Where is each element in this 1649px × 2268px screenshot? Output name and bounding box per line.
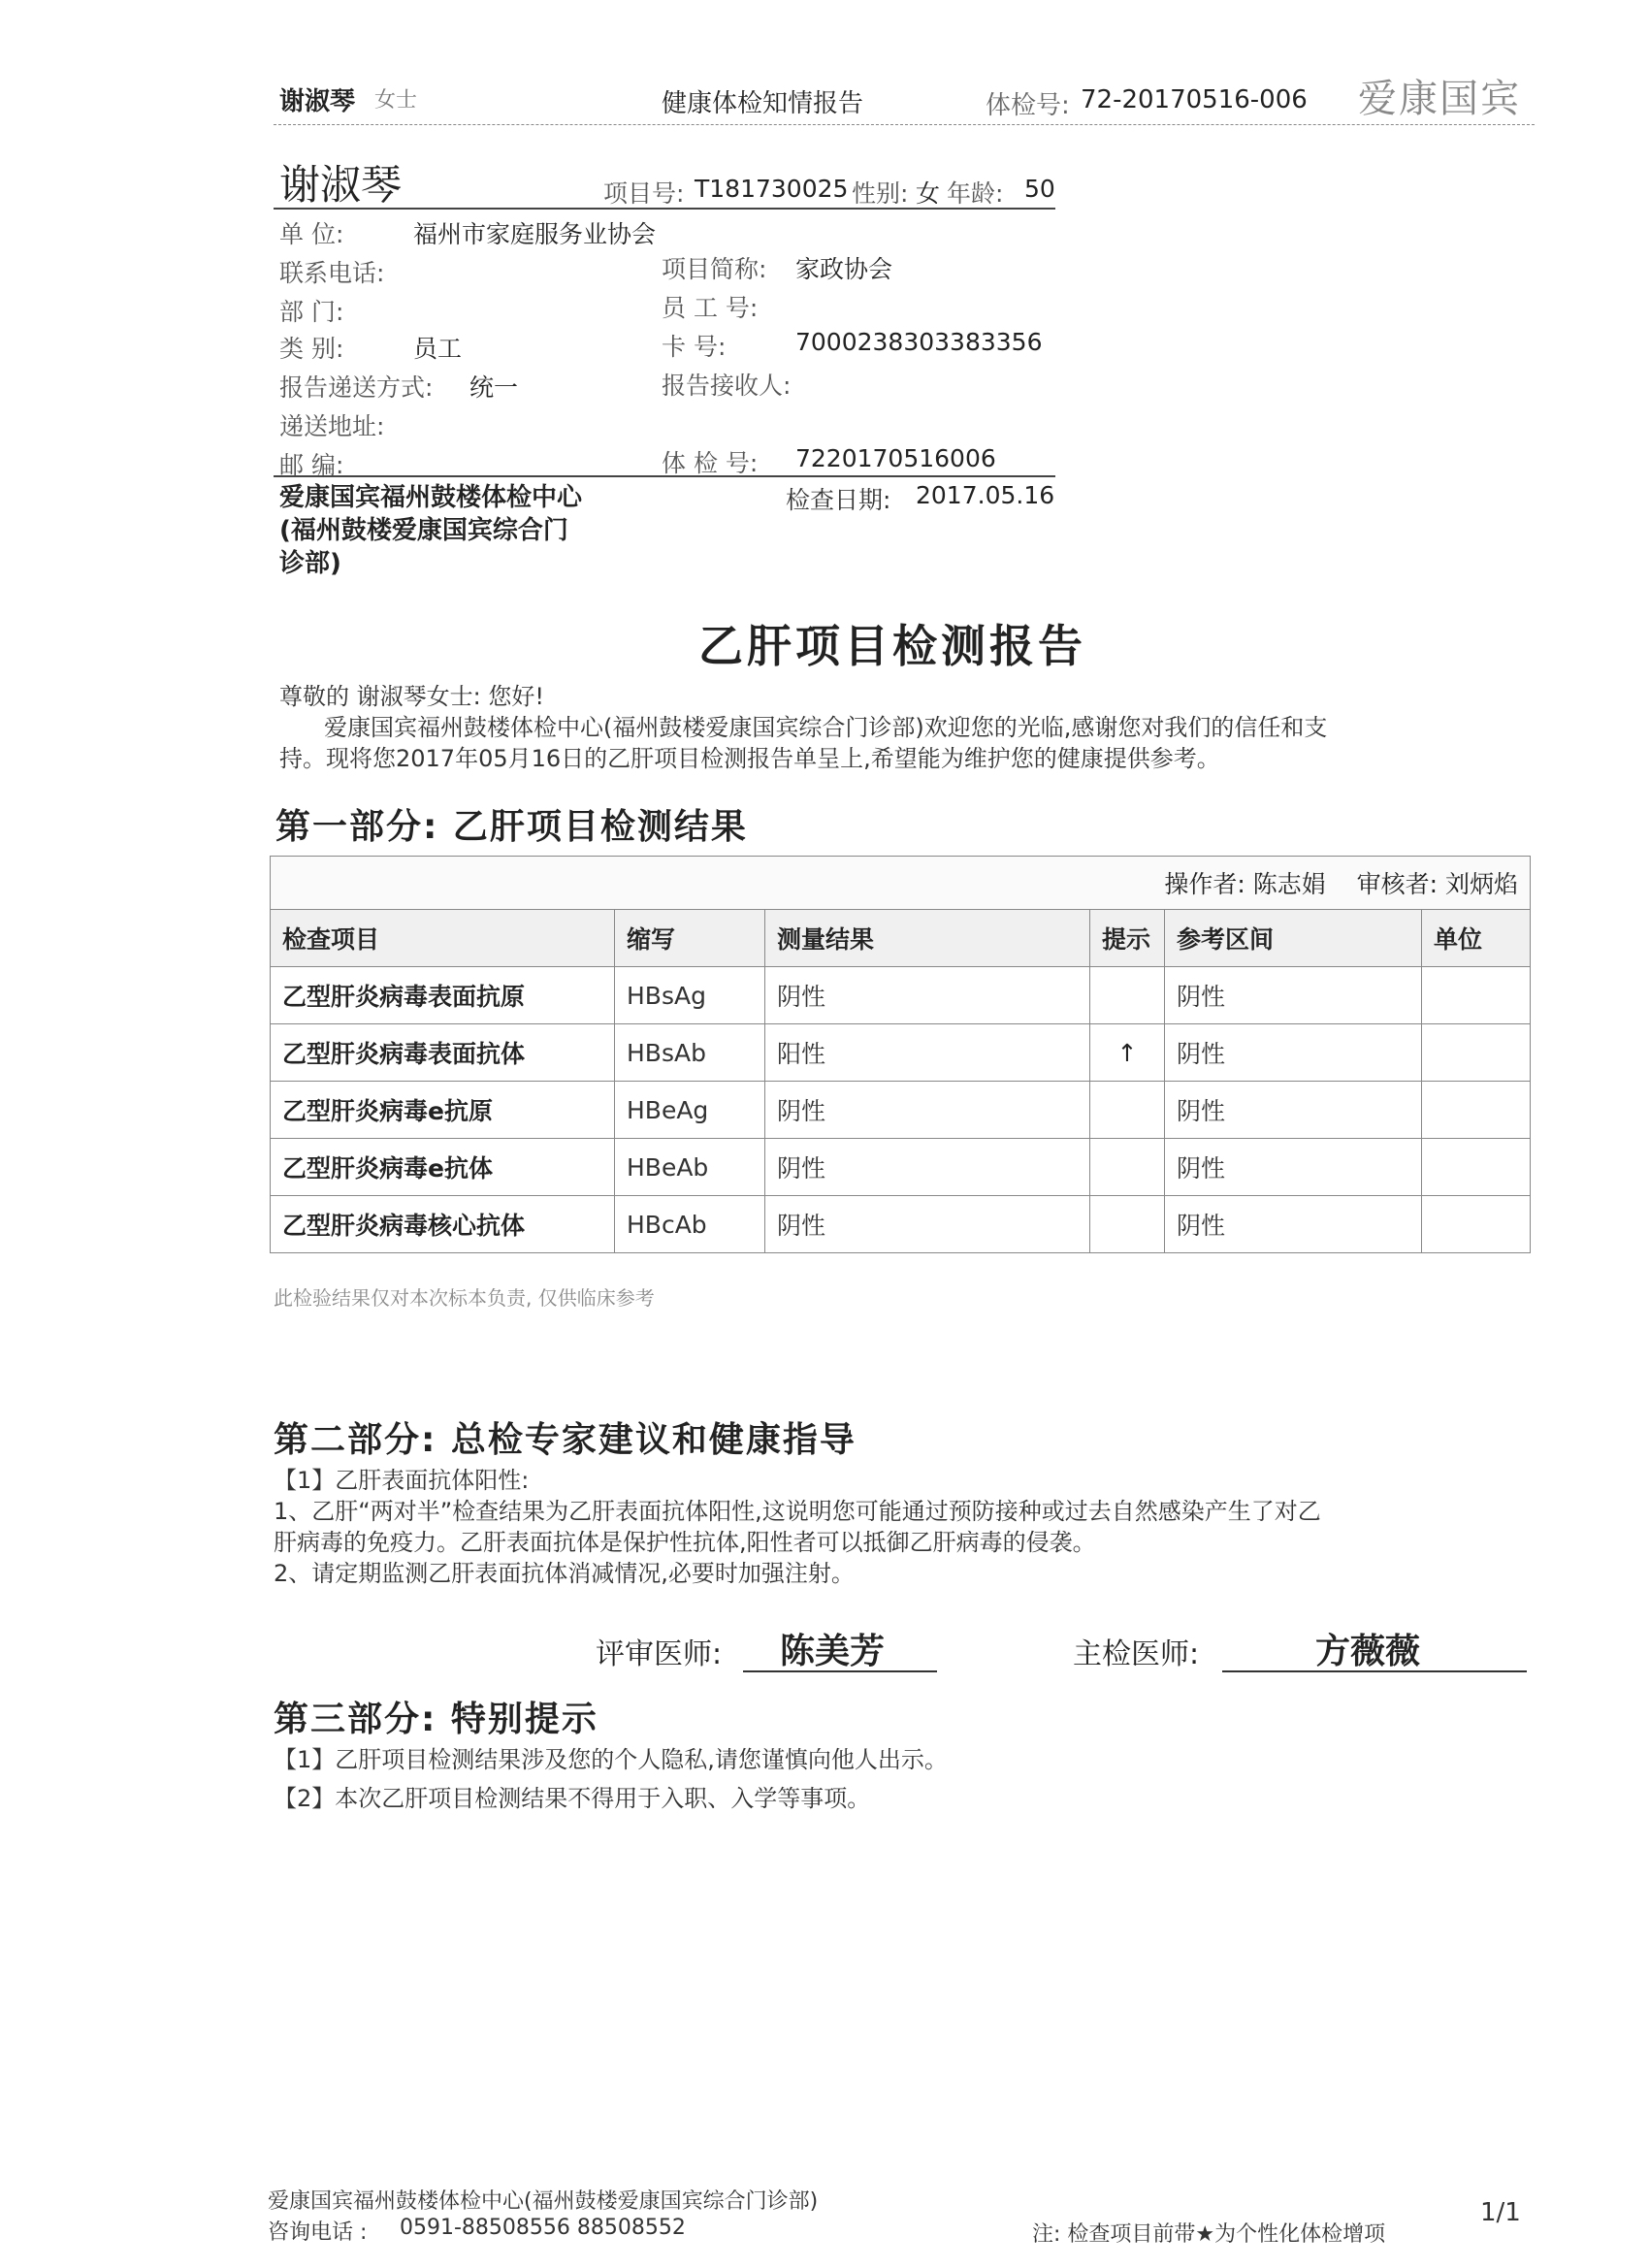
row-ref: 阴性 — [1165, 1139, 1422, 1196]
row-result: 阴性 — [765, 967, 1090, 1024]
table-header-row — [271, 910, 1531, 967]
col-header-result: 测量结果 — [765, 910, 1090, 967]
info-address-label: 递送地址: — [279, 412, 385, 440]
operator-row — [271, 857, 1531, 910]
row-unit — [1422, 1196, 1531, 1253]
center-line1: 爱康国宾福州鼓楼体检中心 — [279, 483, 583, 512]
row-abbr: HBcAb — [615, 1196, 765, 1253]
row-abbr: HBeAg — [615, 1082, 765, 1139]
results-table — [270, 856, 1531, 1253]
center-line3: 诊部) — [279, 549, 341, 578]
info-project-abbr-label: 项目简称: — [662, 255, 767, 283]
row-unit — [1422, 1139, 1531, 1196]
info-exam-no2: 7220170516006 — [795, 444, 996, 472]
table-row — [271, 1196, 1531, 1253]
row-unit — [1422, 1024, 1531, 1082]
row-ref: 阴性 — [1165, 1082, 1422, 1139]
row-item: 乙型肝炎病毒表面抗原 — [271, 967, 615, 1024]
info-top-rule — [274, 208, 1055, 210]
part2-line1: 1、乙肝“两对半”检查结果为乙肝表面抗体阳性,这说明您可能通过预防接种或过去自然感染产生了对乙 — [274, 1498, 1321, 1525]
report-title: 乙肝项目检测报告 — [698, 620, 1086, 672]
row-item: 乙型肝炎病毒e抗原 — [271, 1082, 615, 1139]
brand-logo: 爱康国宾 — [1358, 77, 1521, 121]
reviewer-signature-line — [743, 1670, 937, 1672]
row-ref: 阴性 — [1165, 1024, 1422, 1082]
part3-item2: 【2】本次乙肝项目检测结果不得用于入职、入学等事项。 — [274, 1785, 871, 1812]
info-age: 50 — [1024, 175, 1055, 203]
footer-phone: 0591-88508556 88508552 — [400, 2216, 686, 2240]
info-big-name: 谢淑琴 — [279, 161, 403, 209]
row-hint — [1090, 967, 1165, 1024]
info-type-label: 类 别: — [279, 335, 344, 363]
footer-note: 注: 检查项目前带★为个性化体检增项 — [1032, 2222, 1386, 2247]
header-exam-no: 72-20170516-006 — [1081, 85, 1308, 114]
info-phone-label: 联系电话: — [279, 259, 385, 287]
row-hint-up-arrow-icon: ↑ — [1090, 1024, 1165, 1082]
report-greeting: 尊敬的 谢淑琴女士: 您好! — [279, 683, 544, 710]
row-abbr: HBeAb — [615, 1139, 765, 1196]
info-employee-no-label: 员 工 号: — [662, 294, 759, 322]
part2-heading: 第二部分: 总检专家建议和健康指导 — [274, 1420, 857, 1460]
info-postcode-label: 邮 编: — [279, 451, 344, 479]
row-unit — [1422, 967, 1531, 1024]
row-hint — [1090, 1196, 1165, 1253]
chief-signature-line — [1222, 1670, 1527, 1672]
operator-label: 操作者: — [1164, 870, 1245, 898]
reviewer-label: 审核者: — [1356, 870, 1439, 898]
info-gender: 女 — [916, 179, 941, 208]
info-project-no: T181730025 — [695, 175, 849, 203]
row-result: 阴性 — [765, 1196, 1090, 1253]
table-row — [271, 967, 1531, 1024]
info-receiver-label: 报告接收人: — [662, 372, 792, 400]
center-name-block — [279, 481, 582, 580]
info-project-abbr: 家政协会 — [795, 255, 893, 283]
row-result: 阳性 — [765, 1024, 1090, 1082]
report-intro-line2: 持。现将您2017年05月16日的乙肝项目检测报告单呈上,希望能为维护您的健康提供参考。 — [279, 745, 1220, 772]
row-result: 阴性 — [765, 1139, 1090, 1196]
col-header-ref: 参考区间 — [1165, 910, 1422, 967]
operator-name: 陈志娟 — [1252, 870, 1326, 898]
part2-line3: 2、请定期监测乙肝表面抗体消减情况,必要时加强注射。 — [274, 1560, 855, 1587]
row-abbr: HBsAg — [615, 967, 765, 1024]
info-card-label: 卡 号: — [662, 333, 727, 361]
part1-note: 此检验结果仅对本次标本负责, 仅供临床参考 — [274, 1286, 655, 1310]
row-item: 乙型肝炎病毒e抗体 — [271, 1139, 615, 1196]
info-exam-date: 2017.05.16 — [916, 481, 1055, 509]
part2-item-title: 【1】乙肝表面抗体阳性: — [274, 1467, 530, 1494]
center-line2: (福州鼓楼爱康国宾综合门 — [279, 516, 568, 545]
chief-doctor-label: 主检医师: — [1073, 1637, 1200, 1671]
report-intro-line1: 爱康国宾福州鼓楼体检中心(福州鼓楼爱康国宾综合门诊部)欢迎您的光临,感谢您对我们的信任和支 — [324, 714, 1328, 741]
col-header-item: 检查项目 — [271, 910, 615, 967]
table-row — [271, 1082, 1531, 1139]
info-card: 7000238303383356 — [795, 328, 1043, 356]
footer-center: 爱康国宾福州鼓楼体检中心(福州鼓楼爱康国宾综合门诊部) — [268, 2189, 819, 2214]
row-hint — [1090, 1139, 1165, 1196]
header-salutation: 女士 — [374, 88, 418, 113]
operator-cell — [271, 857, 1531, 910]
row-ref: 阴性 — [1165, 967, 1422, 1024]
row-item: 乙型肝炎病毒表面抗体 — [271, 1024, 615, 1082]
part1-heading: 第一部分: 乙肝项目检测结果 — [275, 807, 748, 847]
row-item: 乙型肝炎病毒核心抗体 — [271, 1196, 615, 1253]
row-hint — [1090, 1082, 1165, 1139]
info-delivery: 统一 — [469, 373, 519, 402]
header-exam-no-label: 体检号: — [986, 91, 1070, 120]
part2-line2: 肝病毒的免疫力。乙肝表面抗体是保护性抗体,阳性者可以抵御乙肝病毒的侵袭。 — [274, 1529, 1096, 1556]
header-doc-title: 健康体检知情报告 — [662, 89, 864, 118]
info-type: 员工 — [413, 335, 463, 363]
reviewer-doctor-label: 评审医师: — [596, 1637, 723, 1671]
table-row — [271, 1024, 1531, 1082]
row-result: 阴性 — [765, 1082, 1090, 1139]
reviewer-doctor-signature: 陈美芳 — [780, 1631, 886, 1671]
info-unit: 福州市家庭服务业协会 — [413, 220, 657, 248]
footer-page-number: 1/1 — [1480, 2198, 1521, 2227]
part3-item1: 【1】乙肝项目检测结果涉及您的个人隐私,请您谨慎向他人出示。 — [274, 1746, 948, 1773]
chief-doctor-signature: 方薇薇 — [1315, 1631, 1421, 1671]
info-exam-no2-label: 体 检 号: — [662, 449, 759, 477]
col-header-abbr: 缩写 — [615, 910, 765, 967]
info-project-no-label: 项目号: — [603, 179, 685, 208]
col-header-unit: 单位 — [1422, 910, 1531, 967]
table-row — [271, 1139, 1531, 1196]
header-patient-name: 谢淑琴 — [279, 87, 356, 116]
row-unit — [1422, 1082, 1531, 1139]
row-abbr: HBsAb — [615, 1024, 765, 1082]
info-bottom-rule — [274, 475, 1055, 477]
reviewer-name: 刘炳焰 — [1444, 870, 1518, 898]
info-exam-date-label: 检查日期: — [786, 486, 891, 514]
info-age-label: 年龄: — [947, 179, 1004, 208]
info-unit-label: 单 位: — [279, 220, 344, 248]
header-divider — [274, 124, 1535, 125]
part3-heading: 第三部分: 特别提示 — [274, 1700, 598, 1739]
col-header-hint: 提示 — [1090, 910, 1165, 967]
info-dept-label: 部 门: — [279, 298, 344, 326]
info-gender-label: 性别: — [852, 179, 909, 208]
info-delivery-label: 报告递送方式: — [279, 373, 434, 402]
footer-phone-label: 咨询电话 : — [268, 2220, 368, 2245]
row-ref: 阴性 — [1165, 1196, 1422, 1253]
